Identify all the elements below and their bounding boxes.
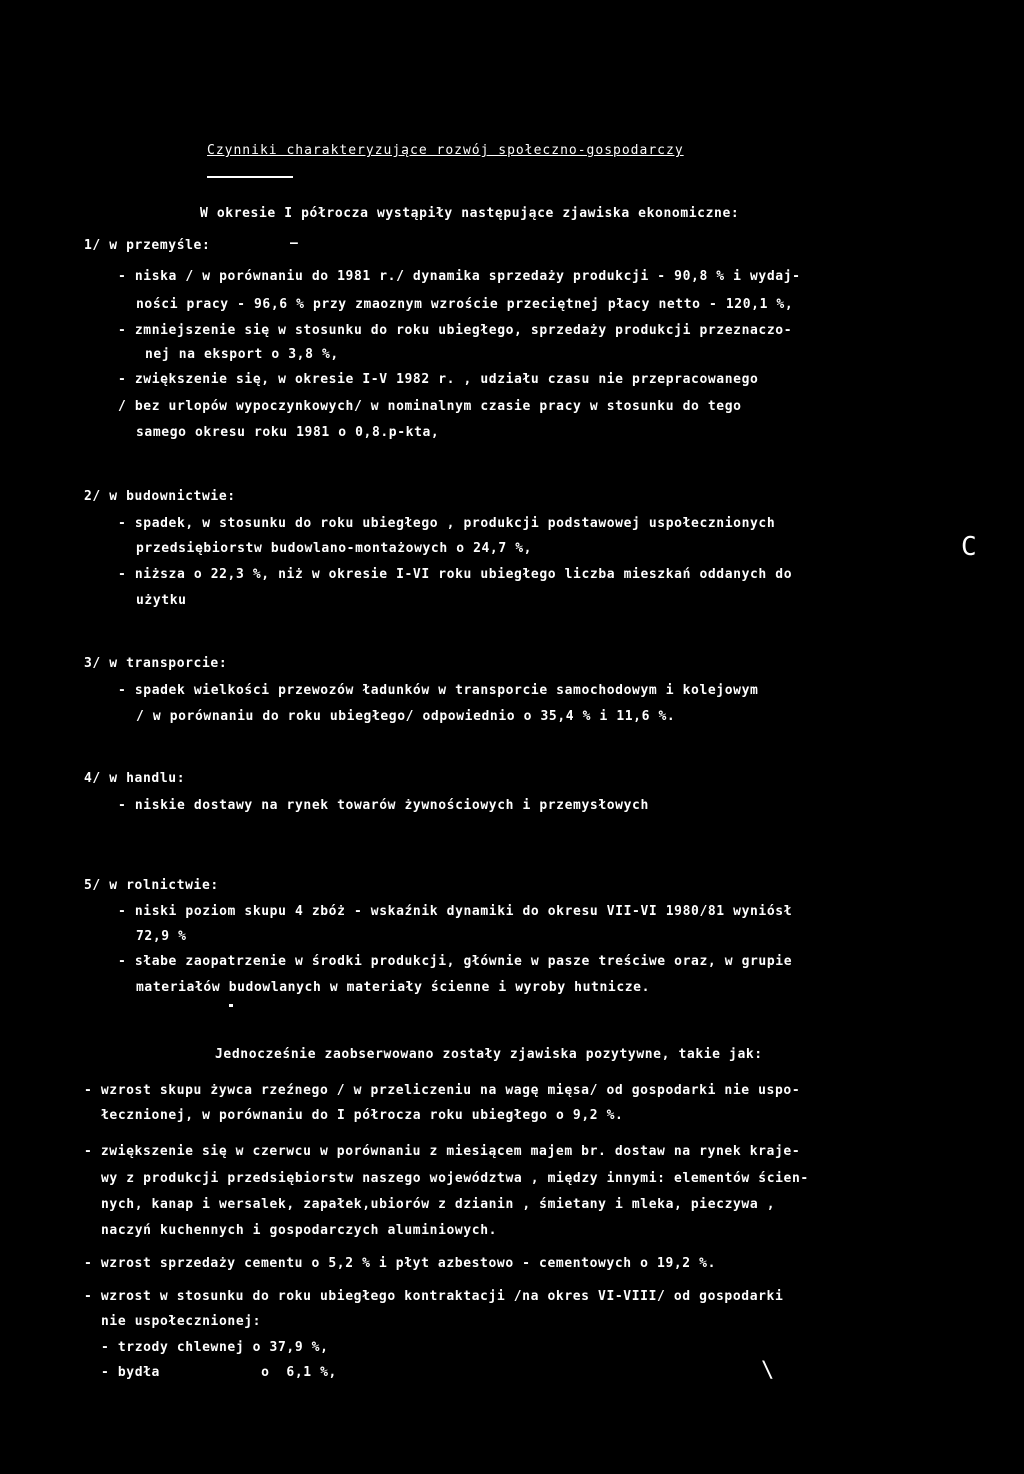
positive-item-4-sub-1: - trzody chlewnej o 37,9 %, [101, 1340, 329, 1355]
positive-item-2-line-3: nych, kanap i wersalek, zapałek,ubiorów z dzianin , śmietany i mleka, pieczywa , [101, 1197, 776, 1212]
positive-item-4-line-2: nie uspołecznionej: [101, 1314, 262, 1329]
positive-item-4-line-1: - wzrost w stosunku do roku ubiegłego kontraktacji /na okres VI-VIII/ od gospodarki [84, 1289, 784, 1304]
intro-text: W okresie I półrocza wystąpiły następujące zjawiska ekonomiczne: [200, 206, 740, 221]
section-2-line-3: - niższa o 22,3 %, niż w okresie I-VI roku ubiegłego liczba mieszkań oddanych do [118, 567, 793, 582]
positive-item-1-line-2: łecznionej, w porównaniu do I półrocza roku ubiegłego o 9,2 %. [101, 1108, 624, 1123]
positive-item-2-line-2: wy z produkcji przedsiębiorstw naszego województwa , między innymi: elementów ścien- [101, 1171, 809, 1186]
section-3-heading: 3/ w transporcie: [84, 656, 228, 671]
section-1-line-6: / bez urlopów wypoczynkowych/ w nominalnym czasie pracy w stosunku do tego [118, 399, 742, 414]
section-1-dash-mark: — [290, 236, 299, 251]
corner-slash-mark: \ [761, 1358, 775, 1383]
positive-item-4-sub-2: - bydła o 6,1 %, [101, 1365, 337, 1380]
section-5-line-4: materiałów budowlanych w materiały ścienne i wyroby hutnicze. [136, 980, 651, 995]
document-title: Czynniki charakteryzujące rozwój społeczno-gospodarczy [207, 143, 684, 158]
section-5-heading: 5/ w rolnictwie: [84, 878, 219, 893]
section-1-line-4: nej na eksport o 3,8 %, [145, 347, 339, 362]
section-2-line-1: - spadek, w stosunku do roku ubiegłego , produkcji podstawowej uspołecznionych [118, 516, 776, 531]
section-2-line-2: przedsiębiorstw budowlano-montażowych o 24,7 %, [136, 541, 533, 556]
section-4-heading: 4/ w handlu: [84, 771, 186, 786]
positive-item-2-line-1: - zwiększenie się w czerwcu w porównaniu z miesiącem majem br. dostaw na rynek kraje- [84, 1144, 801, 1159]
section-5-line-1: - niski poziom skupu 4 zbóż - wskaźnik dynamiki do okresu VII-VI 1980/81 wyniósł [118, 904, 793, 919]
section-3-line-2: / w porównaniu do roku ubiegłego/ odpowiednio o 35,4 % i 11,6 %. [136, 709, 676, 724]
section-1-heading: 1/ w przemyśle: [84, 238, 211, 253]
positive-item-2-line-4: naczyń kuchennych i gospodarczych aluminiowych. [101, 1223, 498, 1238]
section-2-line-4: użytku [136, 593, 187, 608]
section-2-heading: 2/ w budownictwie: [84, 489, 236, 504]
section-1-line-3: - zmniejszenie się w stosunku do roku ubiegłego, sprzedaży produkcji przeznaczo- [118, 323, 793, 338]
positive-item-3-line-1: - wzrost sprzedaży cementu o 5,2 % i płyt azbestowo - cementowych o 19,2 %. [84, 1256, 716, 1271]
positive-item-1-line-1: - wzrost skupu żywca rzeźnego / w przeliczeniu na wagę mięsa/ od gospodarki nie uspo- [84, 1083, 801, 1098]
section-4-line-1: - niskie dostawy na rynek towarów żywnościowych i przemysłowych [118, 798, 649, 813]
section-1-line-5: - zwiększenie się, w okresie I-V 1982 r. , udziału czasu nie przepracowanego [118, 372, 759, 387]
stray-dot-mark [229, 1004, 233, 1007]
section-5-line-2: 72,9 % [136, 929, 187, 944]
title-underline-rule [207, 176, 293, 178]
section-5-line-3: - słabe zaopatrzenie w środki produkcji, głównie w pasze treściwe oraz, w grupie [118, 954, 793, 969]
section-1-line-2: ności pracy - 96,6 % przy zmaoznym wzroście przeciętnej płacy netto - 120,1 %, [136, 297, 794, 312]
section-1-line-1: - niska / w porównaniu do 1981 r./ dynamika sprzedaży produkcji - 90,8 % i wydaj- [118, 269, 801, 284]
positive-heading: Jednocześnie zaobserwowano zostały zjawiska pozytywne, takie jak: [215, 1047, 763, 1062]
section-1-line-7: samego okresu roku 1981 o 0,8.p-kta, [136, 425, 440, 440]
margin-mark: C [961, 532, 978, 562]
section-3-line-1: - spadek wielkości przewozów ładunków w transporcie samochodowym i kolejowym [118, 683, 759, 698]
